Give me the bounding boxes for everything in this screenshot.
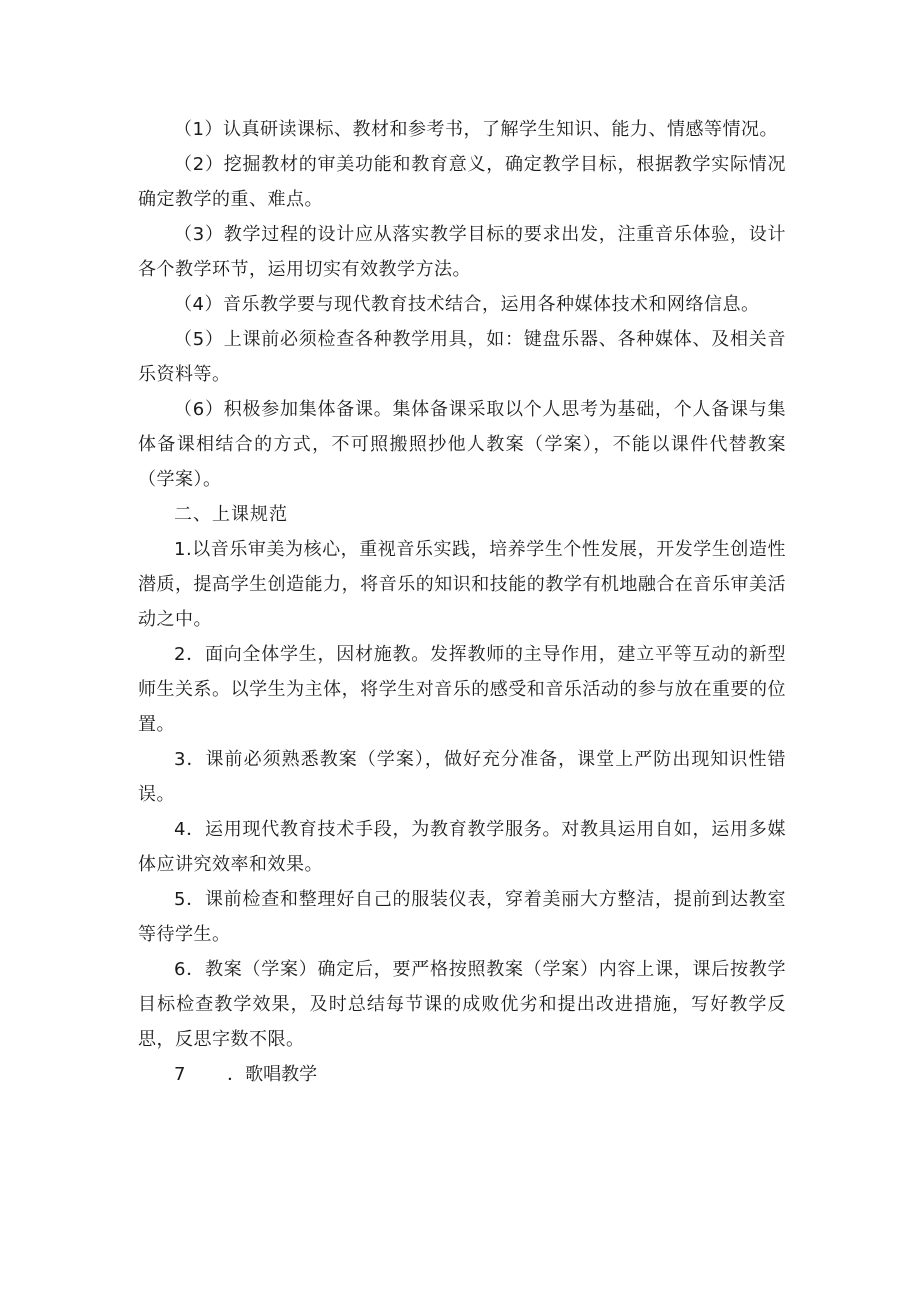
class-item-7: 7 ．歌唱教学 bbox=[174, 1064, 318, 1085]
prep-item-6: （6）积极参加集体备课。集体备课采取以个人思考为基础，个人备课与集体备课相结合的方式，不可照搬照抄他人教案（学案），不能以课件代替教案（学案）。 bbox=[138, 399, 786, 490]
section-heading: 二、上课规范 bbox=[174, 504, 288, 525]
class-item-5: 5．课前检查和整理好自己的服装仪表，穿着美丽大方整洁，提前到达教室等待学生。 bbox=[138, 889, 786, 945]
prep-item-3: （3）教学过程的设计应从落实教学目标的要求出发，注重音乐体验，设计各个教学环节，运用切实有效教学方法。 bbox=[138, 224, 786, 280]
prep-item-2: （2）挖掘教材的审美功能和教育意义，确定教学目标，根据教学实际情况确定教学的重、难点。 bbox=[138, 154, 786, 210]
class-item-1: 1.以音乐审美为核心，重视音乐实践，培养学生个性发展，开发学生创造性潜质，提高学生创造能力，将音乐的知识和技能的教学有机地融合在音乐审美活动之中。 bbox=[138, 539, 786, 630]
prep-item-1: （1）认真研读课标、教材和参考书，了解学生知识、能力、情感等情况。 bbox=[174, 119, 778, 140]
class-item-3: 3．课前必须熟悉教案（学案），做好充分准备，课堂上严防出现知识性错误。 bbox=[138, 749, 786, 805]
class-item-4: 4．运用现代教育技术手段，为教育教学服务。对教具运用自如，运用多媒体应讲究效率和效果。 bbox=[138, 819, 786, 875]
prep-item-5: （5）上课前必须检查各种教学用具，如：键盘乐器、各种媒体、及相关音乐资料等。 bbox=[138, 329, 786, 385]
document-body bbox=[138, 112, 786, 1092]
prep-item-4: （4）音乐教学要与现代教育技术结合，运用各种媒体技术和网络信息。 bbox=[174, 294, 760, 315]
class-item-2: 2．面向全体学生，因材施教。发挥教师的主导作用，建立平等互动的新型师生关系。以学生为主体，将学生对音乐的感受和音乐活动的参与放在重要的位置。 bbox=[138, 644, 786, 735]
class-item-6: 6．教案（学案）确定后，要严格按照教案（学案）内容上课，课后按教学目标检查教学效果，及时总结每节课的成败优劣和提出改进措施，写好教学反思，反思字数不限。 bbox=[138, 959, 786, 1050]
